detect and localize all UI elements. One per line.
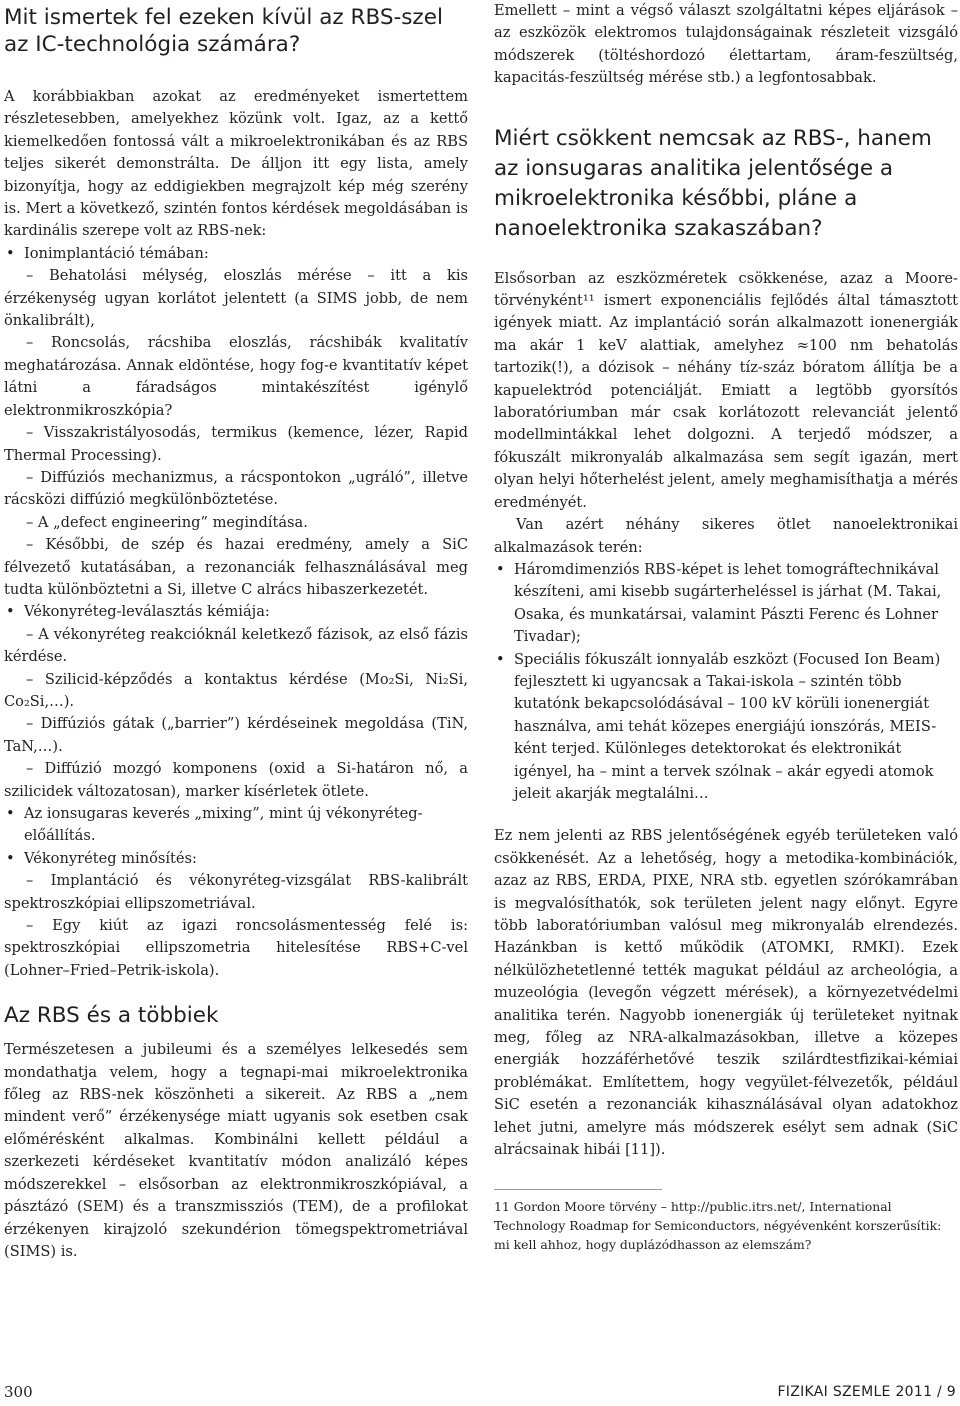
left-paragraphs bbox=[4, 86, 468, 982]
paragraph: Ez nem jelenti az RBS jelentőségének egyéb területeken való csökkenését. Az a lehetőség, hogy a metodika-kombinációk, azaz az RBS, ERDA, PIXE, NRA stb. egyetlen szórókamrában is megvalósíthatók, sok területen jelent nagy előnyt. Egyre több laboratóriumban valósul meg mikronyaláb elrendezés. Hazánkban is kettő működik (ATOMKI, RMKI). Ezek nélkülözhetetlenné tették magukat például az archeológia, a muzeológia (levegőn végzett mérések), a környezetvédelmi analitika terén. Nagyobb ionenergiák új területeket nyitnak meg, főleg az NRA-alkalmazásokban, illetve a közepes energiák hozzáférhetővé teszik szilárdtestfizikai-kémiai problémákat. Említettem, hogy vegyület-félvezetők, például SiC esetén a rezonanciák kihasználásával olyan adatokhoz lehet jutni, amelyre más módszerek esélyt sem adnak (SiC alrácsainak hibái [11]). bbox=[494, 827, 958, 1159]
bullet-item: • Ionimplantáció témában: bbox=[4, 243, 468, 265]
paragraph: Van azért néhány sikeres ötlet nanoelektronikai alkalmazások terén: bbox=[494, 516, 958, 556]
paragraph: – Diffúziós gátak („barrier”) kérdéseinek megoldása (TiN, TaN,…). bbox=[4, 715, 468, 755]
bullet-item: • Az ionsugaras keverés „mixing”, mint új vékonyréteg-előállítás. bbox=[4, 803, 468, 848]
right-column bbox=[494, 0, 958, 1255]
paragraph: Természetesen a jubileumi és a személyes lelkesedés sem mondathatja velem, hogy a tegnapi-mai mikroelektronika főleg az RBS-nek köszönheti a sikereit. Az RBS a „nem mindent verő” érzékenysége miatt ugyanis sok esetben csak előmérésként alkalmas. Kombinálni kellett például a szerkezeti kérdéseket kvantitatív módon analizáló képes módszerekkel – elsősorban az elektronmikroszkópiával, a pásztázó (SEM) és a transzmissziós (TEM), de a profilokat érzékenyen kirajzoló szekundérion tömegspektrometriával (SIMS) is. bbox=[4, 1041, 468, 1260]
paragraph: – Diffúziós mechanizmus, a rácspontokon „ugráló”, illetve rácsközi diffúzió megkülönböztetése. bbox=[4, 468, 468, 509]
section-heading-rbs-ic: Mit ismertek fel ezeken kívül az RBS-szel az IC-technológia számára? bbox=[4, 5, 443, 57]
paragraph: – A „defect engineering” megindítása. bbox=[26, 513, 308, 531]
bullet-item: • Vékonyréteg minősítés: bbox=[4, 848, 468, 870]
left-paragraphs-2 bbox=[4, 1039, 468, 1263]
paragraph: – Implantáció és vékonyréteg-vizsgálat RBS-kalibrált spektroszkópiai ellipszometriával. bbox=[4, 872, 468, 912]
paragraph: – Diffúzió mozgó komponens (oxid a Si-határon nő, a szilicidek változatosan), marker kísérletek ötlete. bbox=[4, 760, 468, 800]
bullet-item: • Vékonyréteg-leválasztás kémiája: bbox=[4, 601, 468, 623]
paragraph: – Visszakristályosodás, termikus (kemence, lézer, Rapid Thermal Processing). bbox=[4, 424, 468, 464]
paragraph: – Szilicid-képződés a kontaktus kérdése (Mo₂Si, Ni₂Si, Co₂Si,…). bbox=[4, 670, 468, 710]
journal-name: FIZIKAI SZEMLE 2011 / 9 bbox=[777, 1384, 956, 1400]
paragraph: – Későbbi, de szép és hazai eredmény, amely a SiC félvezető kutatásában, a rezonanciák felhasználásával meg tudta különböztetni a Si, illetve C alrács hibaszerkezetét. bbox=[4, 536, 468, 598]
footnote-rule bbox=[494, 1189, 662, 1190]
paragraph: Emellett – mint a végső választ szolgáltatni képes eljárások – az eszközök elektromos tulajdonságainak részleteit vizsgáló módszerek (töltéshordozó élettartam, áram-feszültség, kapacitás-feszültség mérése stb.) a legfontosabbak. bbox=[494, 2, 958, 87]
paragraph: – Behatolási mélység, eloszlás mérése – itt a kis érzékenység ugyan korlátot jelentett (a SIMS jobb, de nem önkalibrált), bbox=[4, 267, 468, 330]
paragraph: Elsősorban az eszközméretek csökkenése, azaz a Moore-törvényként¹¹ ismert exponenciális fejlődés által támasztott igények miatt. Az implantáció során alkalmazott ionenergiák ma akár 1 keV alattiak, amelyhez ≈100 nm behatolás tartozik(!), a dózisok – néhány tíz-száz bóratom állítja be a kapuelektród potenciálját. Emiatt a legtöbb gyorsítós laboratóriumban már csak korlátozott relevanciát jelentő modellmintákkal lehet dolgozni. A terjedő módszer, a fókuszált mikronyaláb alkalmazása sem segít igazán, mert olyan helyi hőterhelést jelent, amely meghamisíthatja a mérés eredményét. bbox=[494, 269, 958, 511]
section-heading-why-decline: Miért csökkent nemcsak az RBS-, hanem az ionsugaras analitika jelentősége a mikroelektronika későbbi, pláne a nanoelektronika szakaszában? bbox=[494, 125, 932, 241]
left-column bbox=[4, 0, 468, 1263]
paragraph: – A vékonyréteg reakcióknál keletkező fázisok, az első fázis kérdése. bbox=[4, 625, 468, 666]
section-heading-rbs-others: Az RBS és a többiek bbox=[4, 1003, 219, 1029]
paragraph: – Roncsolás, rácshiba eloszlás, rácshibák kvalitatív meghatározása. Annak eldöntése, hogy fog-e kvantitatív képet látni a fáradságos mintakészítést igénylő elektronmikroszkópia? bbox=[4, 334, 468, 419]
page-number: 300 bbox=[4, 1383, 33, 1401]
paragraph: – Egy kiút az igazi roncsolásmentesség felé is: spektroszkópiai ellipszometria hitelesítése RBS+C-vel (Lohner–Fried–Petrik-iskola). bbox=[4, 917, 468, 979]
footnote: 11 Gordon Moore törvény – http://public.itrs.net/, International Technology Roadmap for Semiconductors, négyévenként korszerűsítik: mi kell ahhoz, hogy duplázódhasson az elemszám? bbox=[494, 1199, 942, 1253]
right-paragraphs-top bbox=[494, 0, 958, 90]
bullet-item: • Speciális fókuszált ionnyaláb eszközt (Focused Ion Beam) fejlesztett ki ugyancsak a Takai-iskola – szintén több kutatónk bekapcsolódásával – 100 kV körüli ionenergiát használva, ami tehát közepes energiájú ionszórás, MEIS-ként terjed. Különleges detektorokat és elektronikát igényel, ha – mint a tervek szólnak – akár egyedi atomok jeleit akarják megtalálni… bbox=[494, 649, 958, 806]
paragraph: A korábbiakban azokat az eredményeket ismertettem részletesebben, amelyekhez közünk volt. Igaz, az a kettő kiemelkedően fontossá vált a mikroelektronikában és az RBS teljes sikerét demonstrálta. De álljon itt egy lista, amely bizonyítja, hogy az eddigiekben megrajzolt kép még szerény is. Mert a következő, szintén fontos kérdések megoldásában is kardinális szerepe volt az RBS-nek: bbox=[4, 88, 468, 240]
right-paragraphs bbox=[494, 268, 958, 1162]
bullet-item: • Háromdimenziós RBS-képet is lehet tomográftechnikával készíteni, ami kisebb sugárterheléssel is járhat (M. Takai, Osaka, és munkatársai, valamint Pászti Ferenc és Lohner Tivadar); bbox=[494, 559, 958, 649]
